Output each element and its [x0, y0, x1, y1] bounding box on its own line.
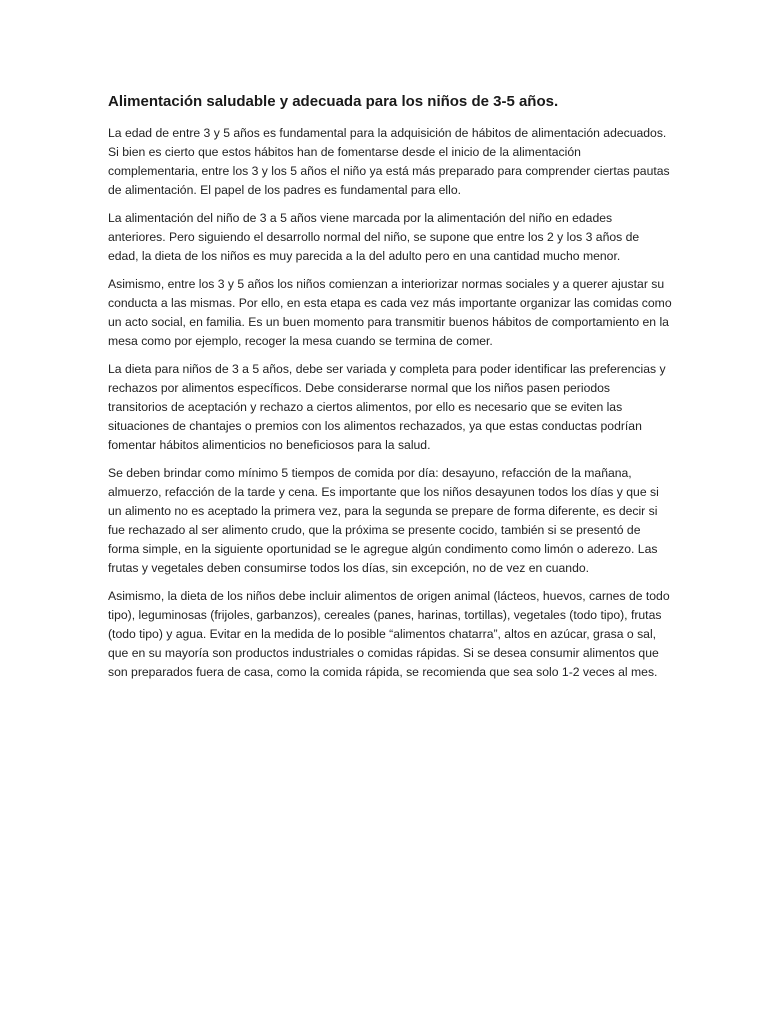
paragraph-5: Se deben brindar como mínimo 5 tiempos de comida por día: desayuno, refacción de la mañana, almuerzo, refacción de la tarde y cena. Es importante que los niños desayunen todos los días y que si un alimento no es aceptado la primera vez, para la segunda se prepare de forma diferente, es decir si fue rechazado al ser alimento crudo, que la próxima se presente cocido, también si se presentó de forma simple, en la siguiente oportunidad se le agregue algún condimento como limón o aderezo. Las frutas y vegetales deben consumirse todos los días, sin excepción, no de vez en cuando. [108, 466, 659, 575]
paragraph-2: La alimentación del niño de 3 a 5 años viene marcada por la alimentación del niño en edades anteriores. Pero siguiendo el desarrollo normal del niño, se supone que entre los 2 y los 3 años de edad, la dieta de los niños es muy parecida a la del adulto pero en una cantidad mucho menor. [108, 211, 640, 263]
paragraph-3: Asimismo, entre los 3 y 5 años los niños comienzan a interiorizar normas sociales y a querer ajustar su conducta a las mismas. Por ello, en esta etapa es cada vez más importante organizar las comidas como un acto social, en familia. Es un buen momento para transmitir buenos hábitos de comportamiento en la mesa como por ejemplo, recoger la mesa cuando se termina de comer. [108, 277, 672, 348]
paragraph-6: Asimismo, la dieta de los niños debe incluir alimentos de origen animal (lácteos, huevos, carnes de todo tipo), leguminosas (frijoles, garbanzos), cereales (panes, harinas, tortillas), vegetales (todo tipo), frutas (todo tipo) y agua. Evitar en la medida de lo posible “alimentos chatarra”, altos en azúcar, grasa o sal, que en su mayoría son productos industriales o comidas rápidas. Si se desea consumir alimentos que son preparados fuera de casa, como la comida rápida, se recomienda que sea solo 1-2 veces al mes. [108, 589, 670, 679]
document-title: Alimentación saludable y adecuada para los niños de 3-5 años. [108, 93, 559, 110]
document-body [108, 124, 672, 682]
paragraph-1: La edad de entre 3 y 5 años es fundamental para la adquisición de hábitos de alimentación adecuados. Si bien es cierto que estos hábitos han de fomentarse desde el inicio de la alimentación complementaria, entre los 3 y los 5 años el niño ya está más preparado para comprender ciertas pautas de alimentación. El papel de los padres es fundamental para ello. [108, 126, 670, 197]
paragraph-4: La dieta para niños de 3 a 5 años, debe ser variada y completa para poder identificar las preferencias y rechazos por alimentos específicos. Debe considerarse normal que los niños pasen periodos transitorios de aceptación y rechazo a ciertos alimentos, por ello es necesario que se eviten las situaciones de chantajes o premios con los alimentos rechazados, ya que estas conductas podrían fomentar hábitos alimenticios no beneficiosos para la salud. [108, 362, 666, 452]
